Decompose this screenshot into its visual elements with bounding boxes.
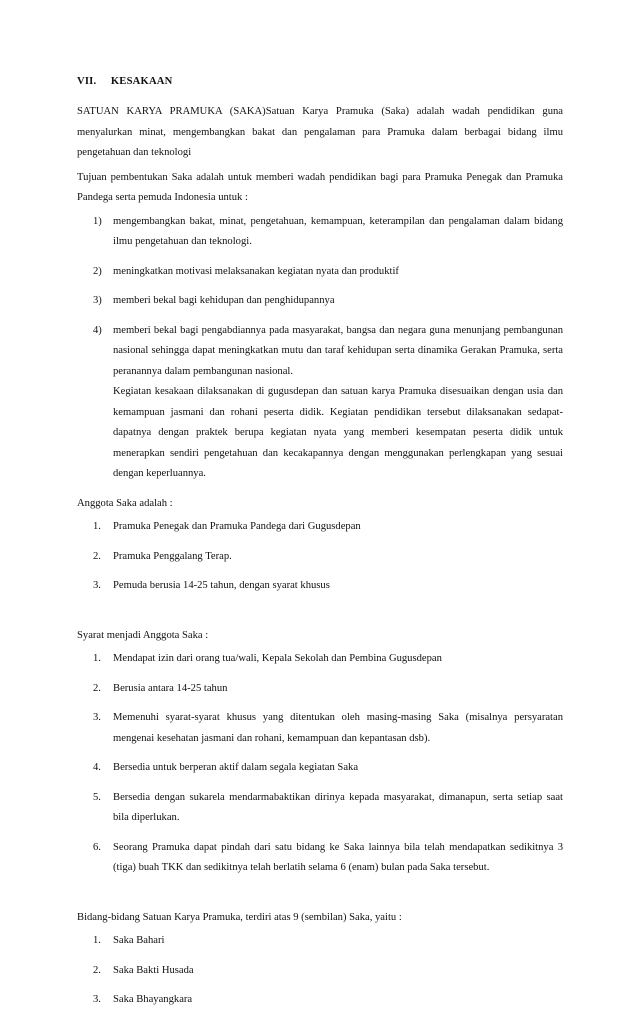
intro-paragraph: SATUAN KARYA PRAMUKA (SAKA)Satuan Karya Pramuka (Saka) adalah wadah pendidikan guna menyalurkan minat, mengembangkan bakat dan pengalaman para Pramuka dalam berbagai bidang ilmu pengetahuan dan teknologi [77,106,563,158]
list-item [77,547,563,568]
list-marker: 1. [93,935,101,946]
list-marker: 5. [93,791,101,803]
fields-list [77,931,563,1011]
list-marker: 3. [93,580,101,591]
list-item [77,576,563,597]
spacer [77,606,563,626]
purpose-list [77,212,563,485]
list-item-text: meningkatkan motivasi melaksanakan kegiatan nyata dan produktif [113,265,399,277]
list-item-text: Pramuka Penegak dan Pramuka Pandega dari Gugusdepan [113,521,361,532]
list-item-text: Memenuhi syarat-syarat khusus yang ditentukan oleh masing-masing Saka (misalnya persyaratan mengenai kesehatan jasmani dan rohani, kemampuan dan kepantasan dsb). [113,712,563,744]
list-item [77,649,563,670]
list-item [77,212,563,253]
members-lead: Anggota Saka adalah : [77,497,173,509]
requirements-list [77,649,563,879]
list-item [77,262,563,283]
section-title: KESAKAAN [110,76,173,87]
members-list [77,517,563,597]
list-marker: 2. [93,682,101,694]
list-item [77,321,563,485]
list-item-continuation: Kegiatan kesakaan dilaksanakan di gugusdepan dan satuan karya Pramuka disesuaikan dengan usia dan kemampuan jasmani dan rohani peserta didik. Kegiatan pendidikan tersebut dilaksanakan sedapat-dapatnya dengan praktek berupa kegiatan nyata yang memberi kesempatan peserta didik untuk menerapkan sendiri pengetahuan dan kecakapannya dengan menggunakan perlengkapan yang sesuai dengan keperluannya. [113,386,563,479]
list-item-text: Saka Bahari [113,935,165,946]
spacer [77,888,563,908]
list-item [77,961,563,982]
list-marker: 2. [93,550,101,562]
list-marker: 3) [93,295,102,306]
list-item-text: Bersedia dengan sukarela mendarmabaktikan dirinya kepada masyarakat, dimanapun, serta setiap saat bila diperlukan. [113,791,563,823]
list-item-text: Mendapat izin dari orang tua/wali, Kepala Sekolah dan Pembina Gugusdepan [113,653,442,664]
list-marker: 3. [93,712,101,723]
list-marker: 1) [93,215,102,227]
list-item-text: Pramuka Penggalang Terap. [113,550,232,562]
list-item [77,291,563,312]
list-marker: 2. [93,964,101,976]
list-item [77,788,563,829]
list-marker: 6. [93,841,101,853]
list-item [77,931,563,952]
list-item [77,990,563,1011]
list-item-text: Pemuda berusia 14-25 tahun, dengan syarat khusus [113,580,330,591]
requirements-lead: Syarat menjadi Anggota Saka : [77,629,209,641]
list-marker: 2) [93,265,102,277]
list-marker: 3. [93,994,101,1005]
list-item [77,758,563,779]
section-heading [77,72,563,91]
list-marker: 4. [93,762,101,773]
section-number: VII. [77,76,97,87]
purpose-lead: Tujuan pembentukan Saka adalah untuk memberi wadah pendidikan bagi para Pramuka Penegak dan Pramuka Pandega serta pemuda Indonesia untuk : [77,171,563,203]
list-item [77,838,563,879]
list-marker: 4) [93,324,102,336]
list-item-text: memberi bekal bagi kehidupan dan penghidupannya [113,295,335,306]
list-item-text: memberi bekal bagi pengabdiannya pada masyarakat, bangsa dan negara guna menunjang pembangunan nasional sehingga dapat meningkatkan mutu dan taraf kehidupan serta dinamika Gerakan Pramuka, serta peranannya dalam pembangunan nasional. [113,324,563,377]
list-item-text: Saka Bhayangkara [113,994,193,1005]
list-item-text: Saka Bakti Husada [113,964,194,976]
list-item-text: Seorang Pramuka dapat pindah dari satu bidang ke Saka lainnya bila telah mendapatkan sedikitnya 3 (tiga) buah TKK dan sedikitnya telah berlatih selama 6 (enam) bulan pada Saka tersebut. [113,841,563,873]
list-item-text: mengembangkan bakat, minat, pengetahuan, kemampuan, keterampilan dan pengalaman dalam bidang ilmu pengetahuan dan teknologi. [113,215,563,247]
document-page [77,72,563,1020]
list-marker: 1. [93,521,101,532]
list-item-text: Bersedia untuk berperan aktif dalam segala kegiatan Saka [113,762,359,773]
list-item [77,679,563,700]
fields-lead: Bidang-bidang Satuan Karya Pramuka, terdiri atas 9 (sembilan) Saka, yaitu : [77,911,402,923]
list-item [77,517,563,538]
list-item-text: Berusia antara 14-25 tahun [113,682,228,694]
list-item [77,708,563,749]
list-marker: 1. [93,653,101,664]
